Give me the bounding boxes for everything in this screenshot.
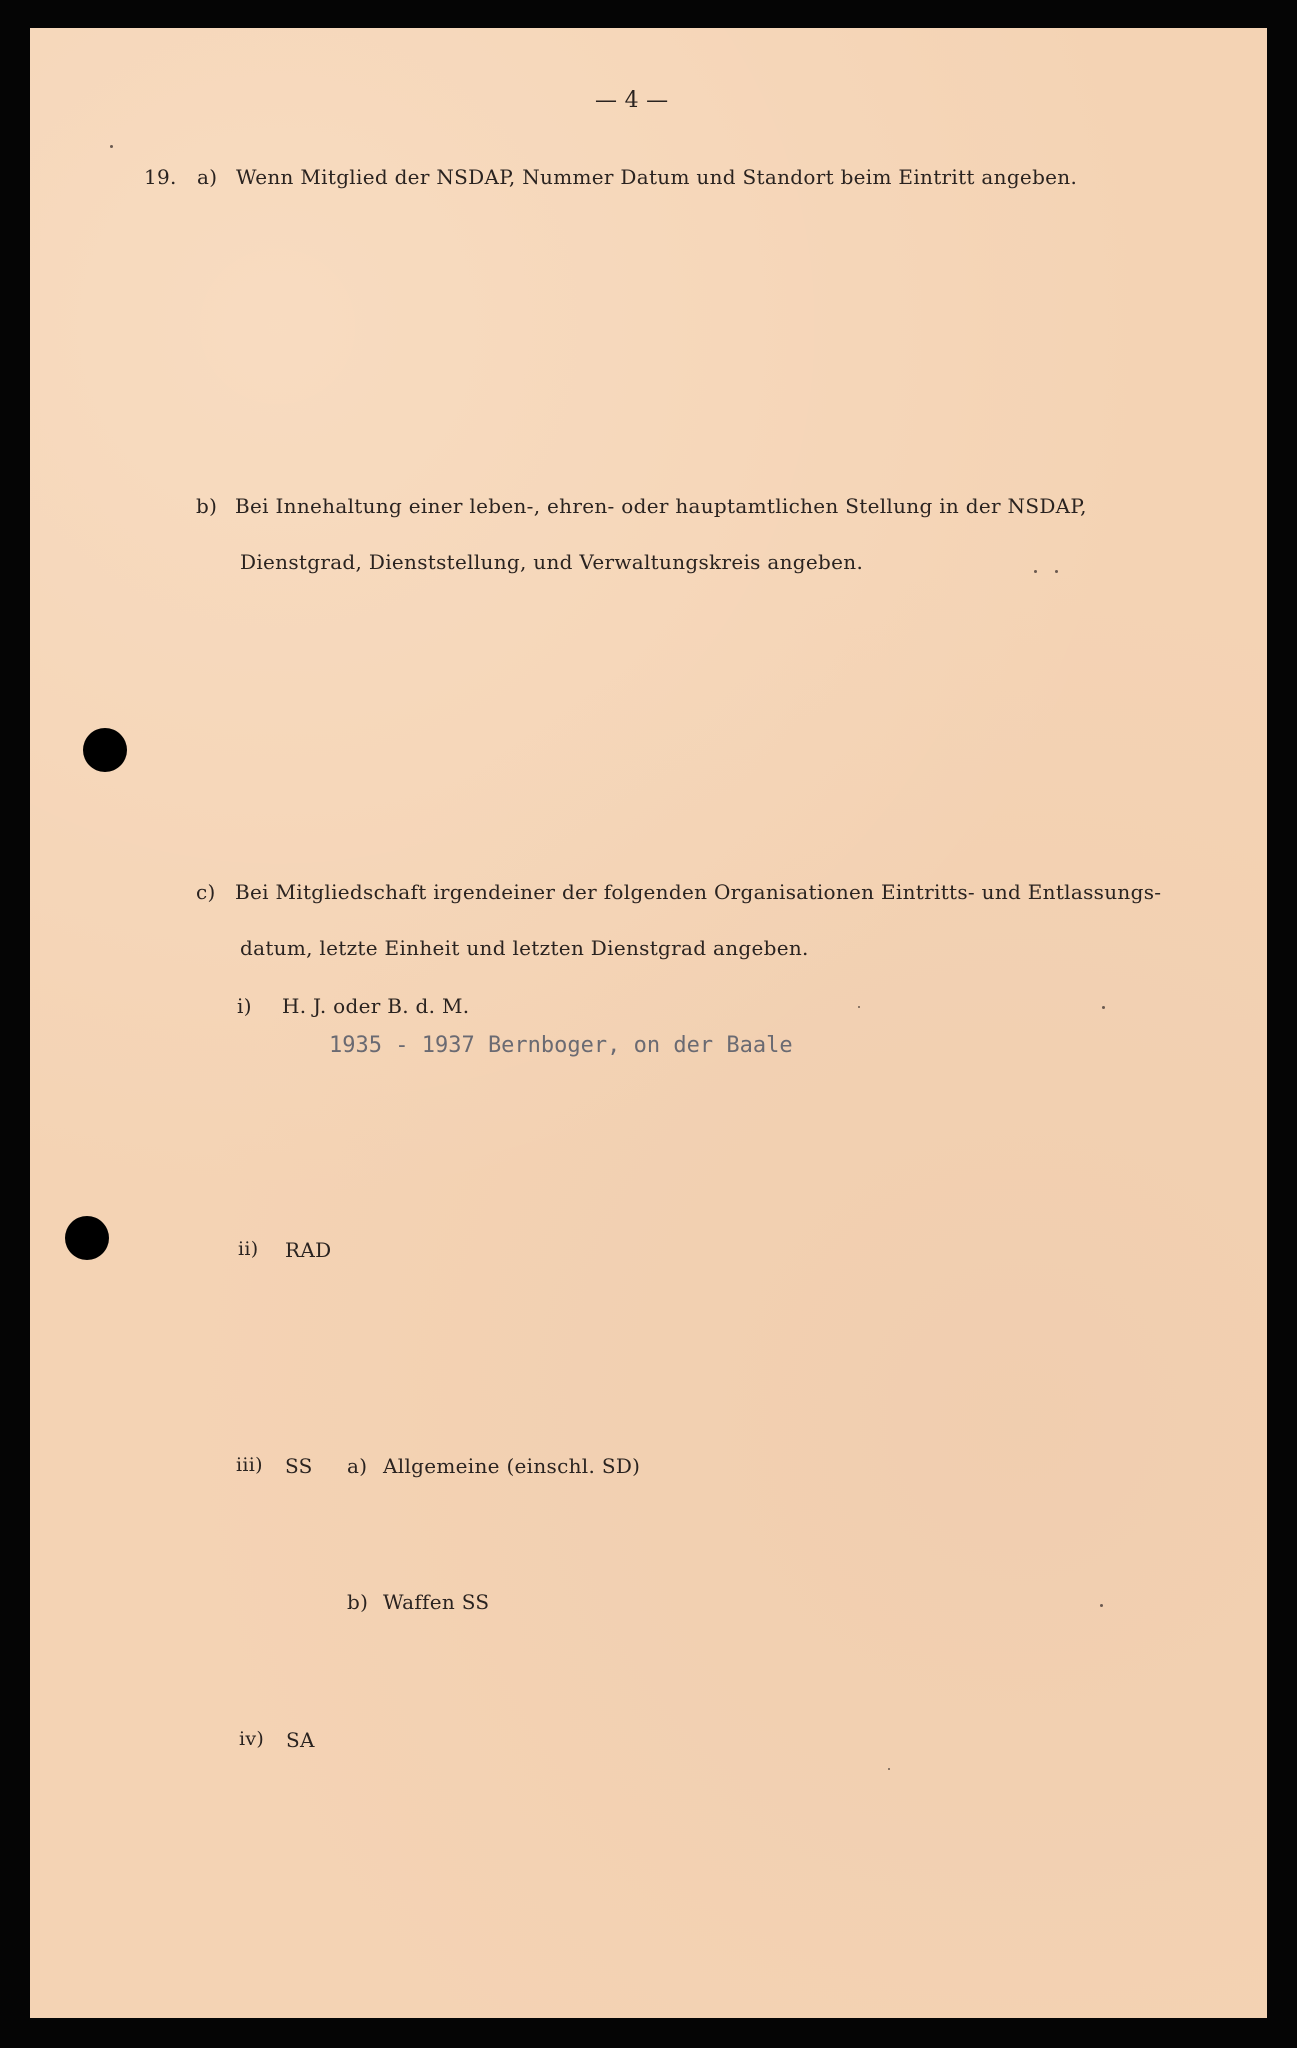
paper-speck [888, 1768, 890, 1770]
punch-hole-top [83, 728, 127, 772]
item-i-label: i) [237, 994, 252, 1018]
question-c-label: c) [196, 880, 216, 904]
item-iii-sub-b-text: Waffen SS [383, 1590, 490, 1614]
item-i-text: H. J. oder B. d. M. [282, 994, 470, 1018]
paper-speck [1100, 1604, 1103, 1607]
paper-speck [1034, 570, 1037, 573]
item-i-typed-answer: 1935 - 1937 Bernboger, on der Baale [329, 1033, 793, 1058]
question-c-line2: datum, letzte Einheit und letzten Dienstgrad angeben. [240, 936, 809, 960]
item-iii-label: iii) [236, 1454, 263, 1476]
paper-speck [110, 145, 113, 148]
item-iv-label: iv) [239, 1728, 265, 1750]
question-b-line2: Dienstgrad, Dienststellung, und Verwaltungskreis angeben. [240, 550, 864, 574]
item-ii-label: ii) [238, 1238, 259, 1260]
question-a-label: a) [197, 165, 218, 189]
paper-speck [1055, 570, 1058, 573]
item-ii-text: RAD [285, 1238, 332, 1262]
question-b-label: b) [196, 494, 218, 518]
item-iii-sub-b-label: b) [347, 1590, 369, 1614]
item-iii-sub-a-label: a) [347, 1454, 368, 1478]
paper-speck [858, 1006, 860, 1008]
question-number: 19. [144, 165, 177, 189]
item-iv-text: SA [286, 1728, 315, 1752]
form-page [30, 28, 1267, 2018]
item-iii-sub-a-text: Allgemeine (einschl. SD) [383, 1454, 641, 1478]
question-b-line1: Bei Innehaltung einer leben-, ehren- oder hauptamtlichen Stellung in der NSDAP, [235, 494, 1087, 518]
question-c-line1: Bei Mitgliedschaft irgendeiner der folgenden Organisationen Eintritts- und Entlassungs- [235, 880, 1162, 904]
question-a-text: Wenn Mitglied der NSDAP, Nummer Datum und Standort beim Eintritt angeben. [236, 165, 1078, 189]
page-number: — 4 — [595, 88, 669, 113]
paper-speck [1102, 1006, 1105, 1009]
item-iii-text: SS [285, 1454, 313, 1478]
punch-hole-bottom [65, 1216, 109, 1260]
